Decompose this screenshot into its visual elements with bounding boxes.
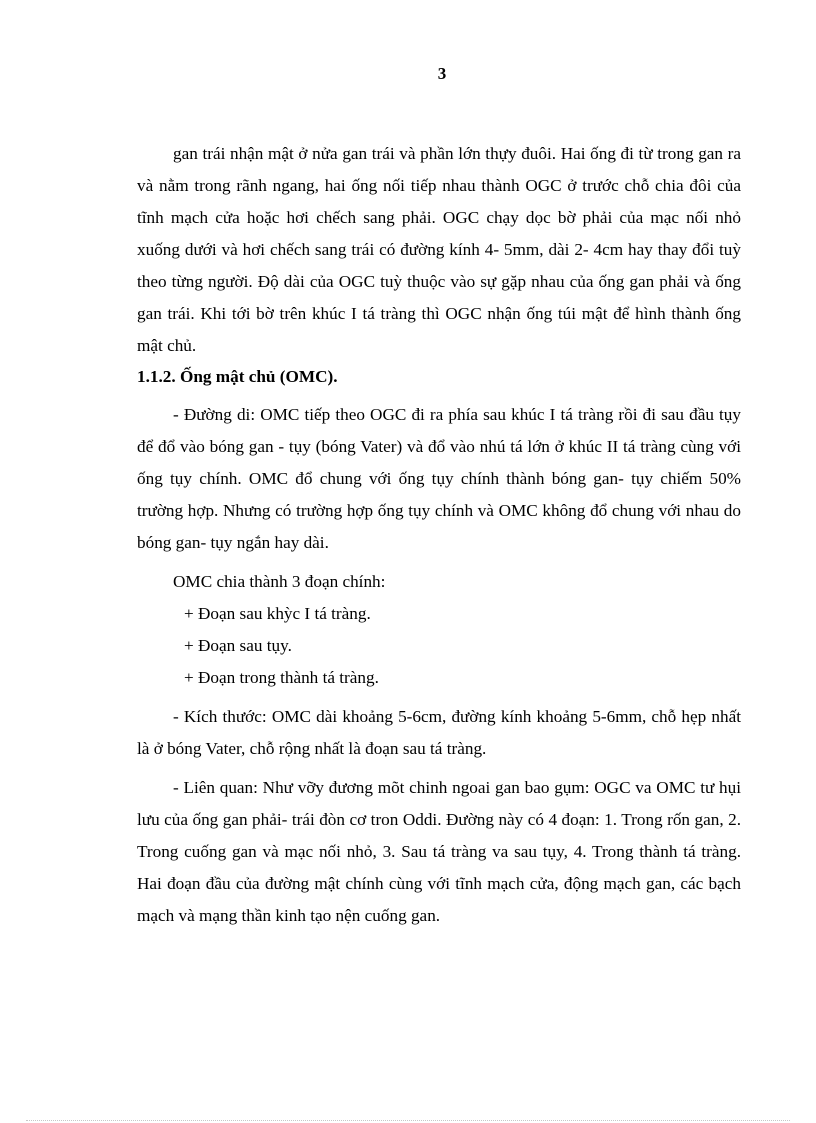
list-item-segment-1: + Đoạn sau khỳc I tá tràng.	[184, 604, 371, 623]
footer-divider	[26, 1120, 790, 1121]
paragraph-course: - Đường di: OMC tiếp theo OGC đi ra phía sau khúc I tá tràng rồi đi sau đầu tụy để đổ vào bóng gan - tụy (bóng Vater) và đổ vào nhú tá lớn ở khúc II tá tràng cùng với ống tụy chính. OMC đổ chung với ống tụy chính thành bóng gan- tụy chiếm 50% trường hợp. Nhưng có trường hợp ống tụy chính và OMC không đổ chung với nhau do bóng gan- tụy ngắn hay dài.	[137, 405, 741, 552]
paragraph-hepatic-duct: gan trái nhận mật ở nửa gan trái và phần lớn thựy đuôi. Hai ống đi từ trong gan ra và nằm trong rãnh ngang, hai ống nối tiếp nhau thành OGC ở trước chỗ chia đôi của tĩnh mạch cửa hoặc hơi chếch sang phải. OGC chạy dọc bờ phải của mạc nối nhỏ xuống dưới và hơi chếch sang trái có đường kính 4- 5mm, dài 2- 4cm hay thay đổi tuỳ theo từng người. Độ dài của OGC tuỳ thuộc vào sự gặp nhau của ống gan phải và ống gan trái. Khi tới bờ trên khúc I tá tràng thì OGC nhận ống túi mật để hình thành ống mật chủ.	[137, 144, 741, 355]
paragraph-segments-intro: OMC chia thành 3 đoạn chính:	[173, 572, 386, 591]
section-heading: 1.1.2. Ống mật chủ (OMC).	[137, 367, 338, 386]
paragraph-size: - Kích thước: OMC dài khoảng 5-6cm, đường kính khoảng 5-6mm, chỗ hẹp nhất là ở bóng Vater, chỗ rộng nhất là đoạn sau tá tràng.	[137, 707, 741, 758]
paragraph-relations: - Liên quan: Như vỡy đương mõt chinh ngoai gan bao gụm: OGC va OMC tư hụi lưu của ống gan phải- trái đòn cơ tron Oddi. Đường này có 4 đoạn: 1. Trong rốn gan, 2. Trong cuống gan và mạc nối nhỏ, 3. Sau tá tràng va sau tụy, 4. Trong thành tá tràng. Hai đoạn đầu của đường mật chính cùng với tĩnh mạch cửa, động mạch gan, các bạch mạch và mạng thần kinh tạo nện cuống gan.	[137, 778, 741, 925]
document-body	[137, 138, 741, 932]
page-number: 3	[437, 64, 447, 83]
list-item-segment-2: + Đoạn sau tụy.	[184, 636, 292, 655]
list-item-segment-3: + Đoạn trong thành tá tràng.	[184, 668, 379, 687]
